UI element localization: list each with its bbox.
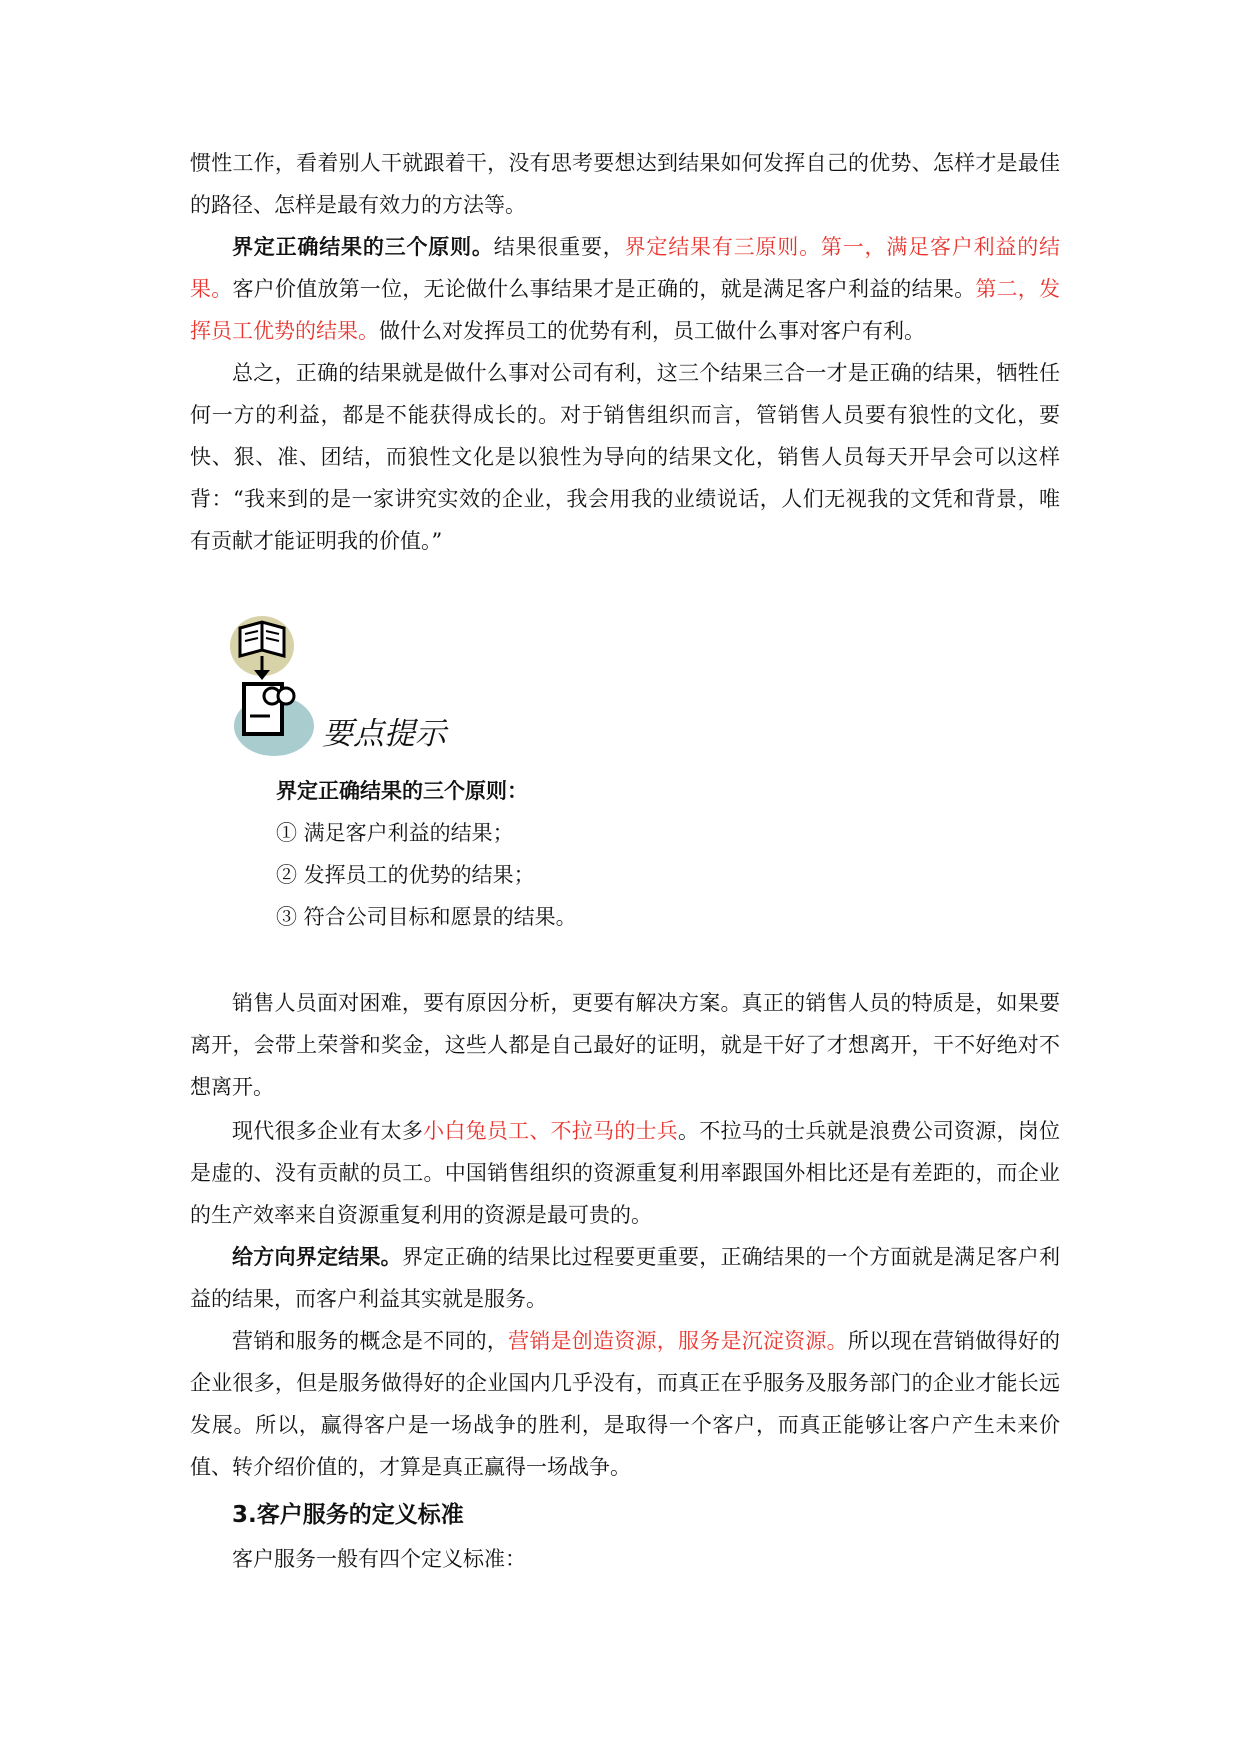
paragraph-2 [190, 226, 1060, 352]
text-run: 所以现在营销做得好的企业很多，但是服务做得好的企业国内几乎没有，而真正在乎服务及服务部门的企业才能长远发展。所以，赢得客户是一场战争的胜利，是取得一个客户，而真正能够让客户产生未来价值、转介绍价值的，才算是真正赢得一场战争。 [190, 1329, 1061, 1479]
paragraph-4: 销售人员面对困难，要有原因分析，更要有解决方案。真正的销售人员的特质是，如果要离开，会带上荣誉和奖金，这些人都是自己最好的证明，就是干好了才想离开，干不好绝对不想离开。 [190, 991, 1060, 1099]
tip-list [276, 770, 577, 938]
paragraph-3: 总之，正确的结果就是做什么事对公司有利，这三个结果三合一才是正确的结果，牺牲任何一方的利益，都是不能获得成长的。对于销售组织而言，管销售人员要有狼性的文化，要快、狠、准、团结，而狼性文化是以狼性为导向的结果文化，销售人员每天开早会可以这样背：“我来到的是一家讲究实效的企业，我会用我的业绩说话，人们无视我的文凭和背景，唯有贡献才能证明我的价值。” [190, 361, 1060, 553]
paragraph-1: 惯性工作，看着别人干就跟着干，没有思考要想达到结果如何发挥自己的优势、怎样才是最佳的路径、怎样是最有效力的方法等。 [190, 151, 1060, 217]
section-heading: 3.客户服务的定义标准 [232, 1502, 464, 1528]
text-run: 客户价值放第一位，无论做什么事结果才是正确的，就是满足客户利益的结果。 [232, 277, 976, 301]
paragraph-7 [190, 1320, 1060, 1488]
tip-item: ③ 符合公司目标和愿景的结果。 [276, 905, 577, 929]
bold-lead: 给方向界定结果。 [232, 1245, 402, 1269]
bold-lead: 界定正确结果的三个原则。 [232, 235, 494, 259]
text-run: 界定正确的结果比过程要更重要，正确结果的一个方面就是满足客户利益的结果，而客户利益其实就是服务。 [190, 1245, 1061, 1311]
highlight-run: 界定结果有三原则。第一，满足客户利益的结果。 [190, 235, 1061, 301]
paragraph-6 [190, 1236, 1060, 1320]
tip-heading: 界定正确结果的三个原则： [276, 779, 528, 803]
paragraph-5 [190, 1110, 1060, 1236]
highlight-run: 小白兔员工、不拉马的士兵 [423, 1119, 678, 1143]
text-run: 营销和服务的概念是不同的， [232, 1329, 509, 1353]
text-run: 做什么对发挥员工的优势有利，员工做什么事对客户有利。 [379, 319, 925, 343]
text-run: 结果很重要， [493, 235, 625, 259]
book-note-icon [230, 616, 330, 756]
tip-icon [230, 616, 330, 756]
tip-item: ① 满足客户利益的结果； [276, 821, 514, 845]
text-run: 现代很多企业有太多 [232, 1119, 424, 1143]
tip-title: 要点提示 [322, 716, 446, 752]
tip-item: ② 发挥员工的优势的结果； [276, 863, 535, 887]
highlight-run: 第二，发挥员工优势的结果。 [190, 277, 1061, 343]
text-run: 。不拉马的士兵就是浪费公司资源，岗位是虚的、没有贡献的员工。中国销售组织的资源重复利用率跟国外相比还是有差距的，而企业的生产效率来自资源重复利用的资源是最可贵的。 [190, 1119, 1061, 1227]
paragraph-8: 客户服务一般有四个定义标准： [232, 1547, 526, 1571]
highlight-run: 营销是创造资源，服务是沉淀资源。 [508, 1329, 848, 1353]
